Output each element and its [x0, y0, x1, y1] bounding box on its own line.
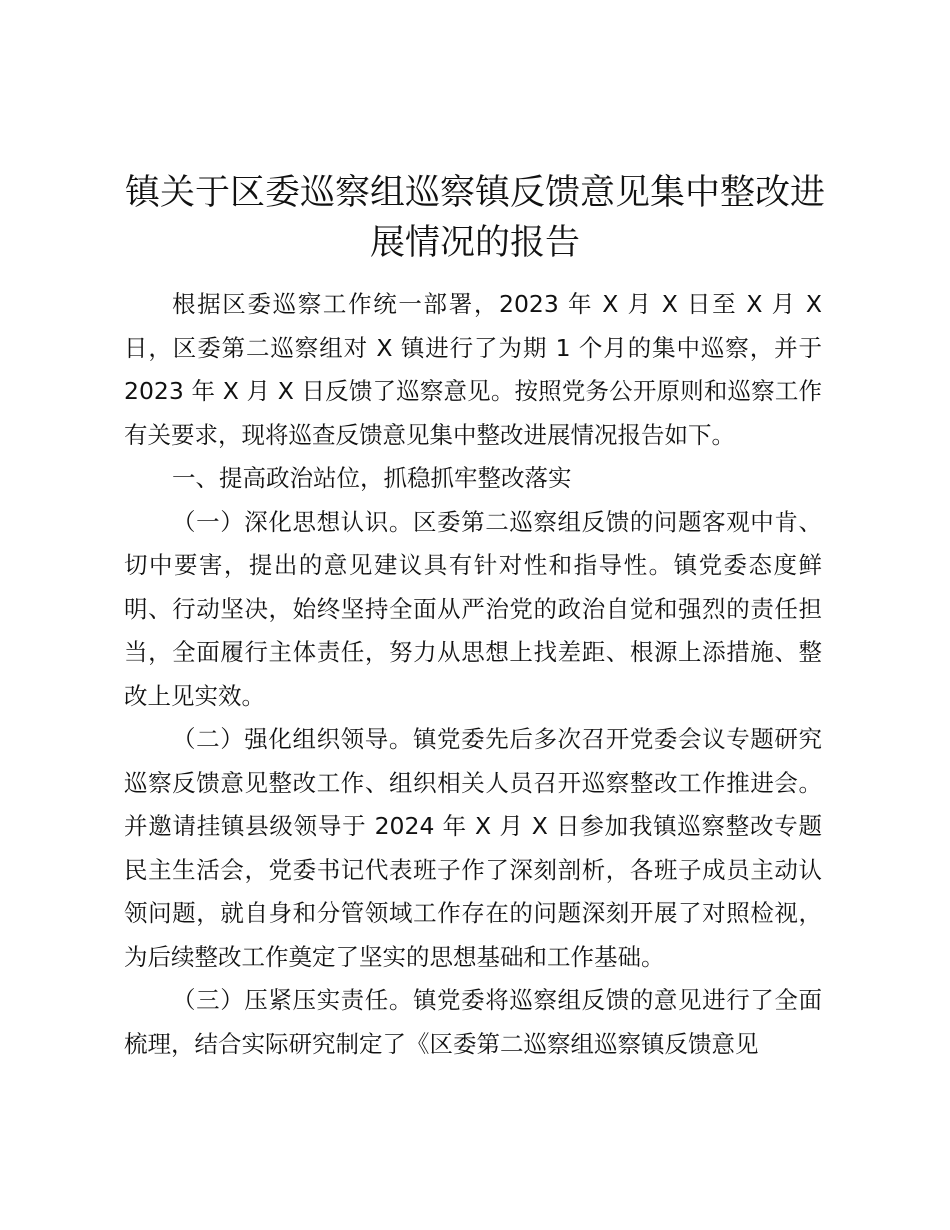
section-heading-1: 一、提高政治站位，抓稳抓牢整改落实: [172, 464, 572, 492]
subsection-2-paragraph: （二）强化组织领导。镇党委先后多次召开党委会议专题研究巡察反馈意见整改工作、组织相关人员召开巡察整改工作推进会。并邀请挂镇县级领导于 2024 年 X 月 X 日参加我镇巡察整改专题民主生活会，党委书记代表班子作了深刻剖析，各班子成员主动认领问题，就自身和分管领域工作存在的问题深刻开展了对照检视，为后续整改工作奠定了坚实的思想基础和工作基础。: [124, 725, 822, 971]
subsection-1-paragraph: （一）深化思想认识。区委第二巡察组反馈的问题客观中肯、切中要害，提出的意见建议具有针对性和指导性。镇党委态度鲜明、行动坚决，始终坚持全面从严治党的政治自觉和强烈的责任担当，全面履行主体责任，努力从思想上找差距、根源上添措施、整改上见实效。: [124, 507, 822, 710]
intro-paragraph: 根据区委巡察工作统一部署，2023 年 X 月 X 日至 X 月 X 日，区委第二巡察组对 X 镇进行了为期 1 个月的集中巡察，并于 2023 年 X 月 X 日反馈了巡察意见。按照党务公开原则和巡察工作有关要求，现将巡查反馈意见集中整改进展情况报告如下。: [124, 290, 822, 449]
document-body: [124, 283, 822, 1066]
document-title: 镇关于区委巡察组巡察镇反馈意见集中整改进展情况的报告: [124, 173, 825, 263]
subsection-3-paragraph: （三）压紧压实责任。镇党委将巡察组反馈的意见进行了全面梳理，结合实际研究制定了《区委第二巡察组巡察镇反馈意见: [124, 986, 822, 1058]
